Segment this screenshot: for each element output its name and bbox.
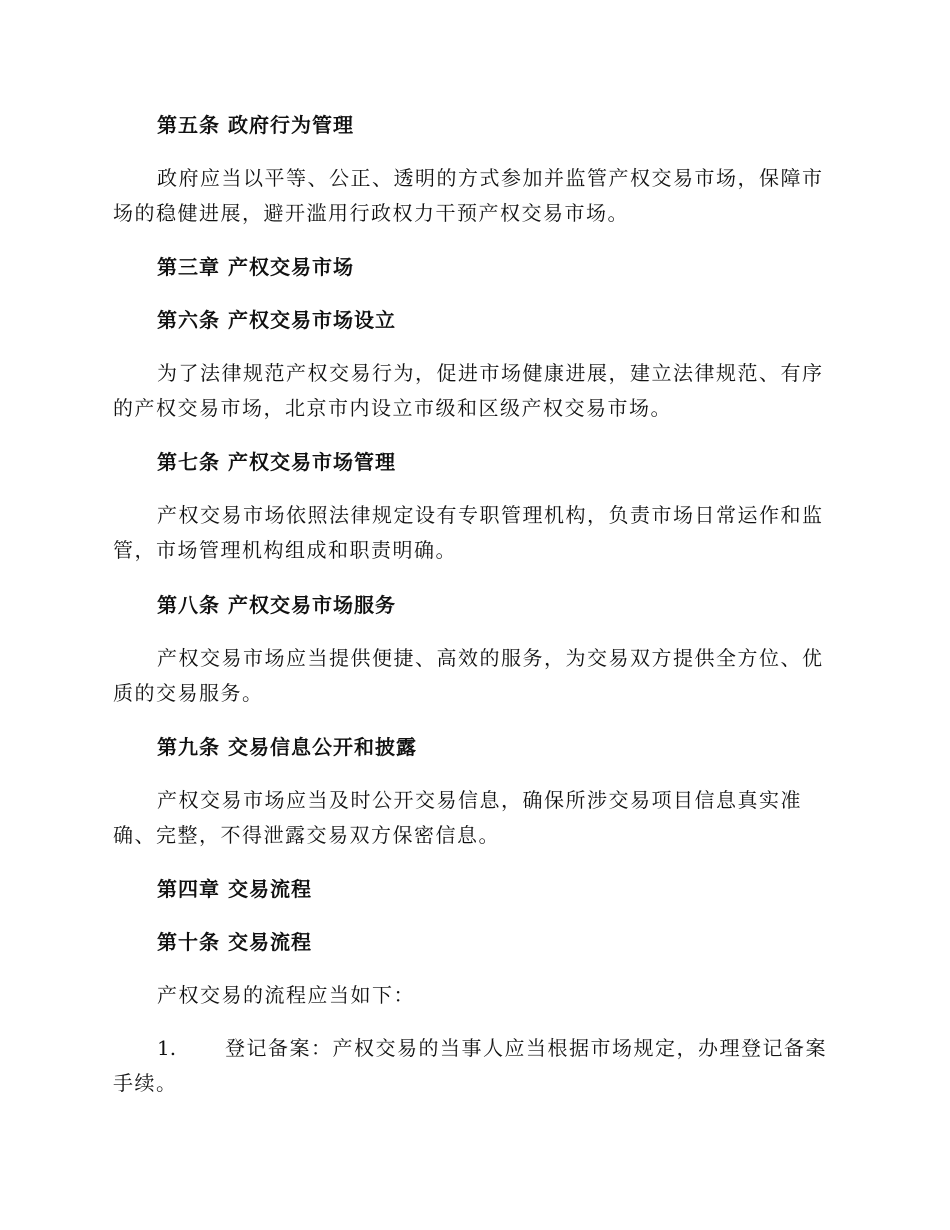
- article-9-heading: 第九条 交易信息公开和披露: [157, 735, 417, 759]
- article-6-heading: 第六条 产权交易市场设立: [157, 308, 396, 332]
- paragraph-line: 产权交易市场应当及时公开交易信息，确保所涉交易项目信息真实准: [157, 788, 802, 812]
- article-8-paragraph: [113, 641, 833, 711]
- list-item-1: [113, 1031, 833, 1101]
- article-10-heading: 第十条 交易流程: [157, 930, 312, 954]
- article-10-intro: [113, 978, 833, 1013]
- article-5-heading: 第五条 政府行为管理: [157, 113, 354, 137]
- list-item-number: 1.: [157, 1036, 177, 1060]
- article-5-paragraph: [113, 161, 833, 231]
- paragraph-line: 的产权交易市场，北京市内设立市级和区级产权交易市场。: [113, 396, 672, 420]
- paragraph-line: 质的交易服务。: [113, 681, 264, 705]
- list-item-line: [113, 1031, 833, 1066]
- article-7-heading: 第七条 产权交易市场管理: [157, 450, 396, 474]
- paragraph-line: 管，市场管理机构组成和职责明确。: [113, 538, 457, 562]
- paragraph-line: 为了法律规范产权交易行为，促进市场健康进展，建立法律规范、有序: [157, 361, 824, 385]
- article-8-heading: 第八条 产权交易市场服务: [157, 593, 396, 617]
- article-9-paragraph: [113, 783, 833, 853]
- paragraph-line: 产权交易的流程应当如下：: [157, 983, 415, 1007]
- article-7-paragraph: [113, 498, 833, 568]
- chapter-3-heading: 第三章 产权交易市场: [157, 255, 354, 279]
- paragraph-line: 产权交易市场应当提供便捷、高效的服务，为交易双方提供全方位、优: [157, 646, 824, 670]
- paragraph-line: 场的稳健进展，避开滥用行政权力干预产权交易市场。: [113, 201, 629, 225]
- paragraph-line: 政府应当以平等、公正、透明的方式参加并监管产权交易市场，保障市: [157, 166, 824, 190]
- chapter-4-heading: 第四章 交易流程: [157, 877, 312, 901]
- list-item-text: 登记备案：产权交易的当事人应当根据市场规定，办理登记备案: [225, 1036, 827, 1060]
- list-item-line: 手续。: [113, 1071, 178, 1095]
- paragraph-line: 确、完整，不得泄露交易双方保密信息。: [113, 823, 500, 847]
- article-6-paragraph: [113, 356, 833, 426]
- paragraph-line: 产权交易市场依照法律规定设有专职管理机构，负责市场日常运作和监: [157, 503, 824, 527]
